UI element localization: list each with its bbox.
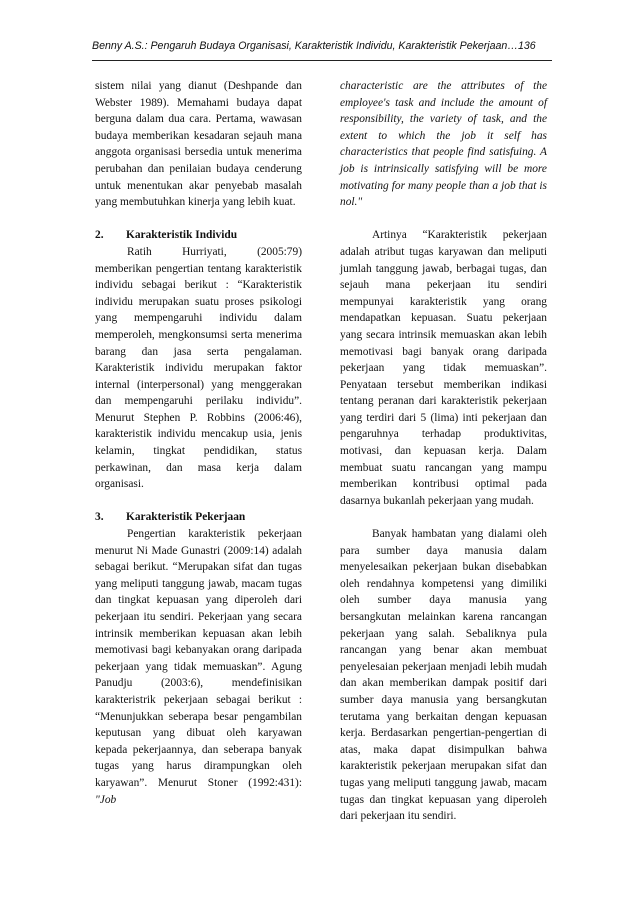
right-paragraph-1: Artinya “Karakteristik pekerjaan adalah atribut tugas karyawan dan meliputi jumlah tanggung jawab, berbagai tugas, dan sejauh mana pekerjaan itu sendiri mempunyai karakteristik yang orang mendapatkan kepuasan. Suatu pekerjaan yang secara intrinsik memuaskan akan lebih memotivasi bagi banyak orang daripada pekerjaan yang tidak memuaskan”. Penyataan tersebut memberikan indikasi tentang peranan dari karakteristik pekerjaan yang terdiri dari 5 (lima) inti pekerjaan dan pengaruhnya terhadap produktivitas, motivasi, dan kepuasan kerja. Dalam membuat suatu rancangan yang mampu memberikan kontribusi optimal pada dasarnya bukanlah pekerjaan yang mudah.	[340, 229, 547, 507]
left-column	[95, 78, 302, 808]
section-3-number: 3.	[95, 511, 104, 524]
section-3-heading	[95, 509, 302, 526]
right-paragraph-2: Banyak hambatan yang dialami oleh para sumber daya manusia dalam menyelesaikan pekerjaan bukan disebabkan oleh rendahnya kompetensi yang dimiliki oleh sumber daya manusia yang bersangkutan melainkan karena rancangan pekerjaan yang salah. Sebaliknya pula rancangan yang benar akan membuat penyelesaian pekerjaan menjadi lebih mudah dan akan memberikan dampak positif dari sumber daya manusia yang bersangkutan terutama yang berkaitan dengan kepuasan kerja. Berdasarkan pengertian-pengertian di atas, maka dapat disimpulkan bahwa karakteristik pekerjaan merupakan sifat dan tugas yang meliputi tanggung jawab, macam tugas dan tingkat kepuasan yang diperoleh dari pekerjaan itu sendiri.	[340, 528, 547, 823]
section-2-paragraph: Ratih Hurriyati, (2005:79) memberikan pengertian tentang karakteristik individu sebagai berikut : “Karakteristik individu merupakan suatu proses psikologi yang mempengaruhi individu dalam memperoleh, mengkonsumsi serta menerima barang dan jasa serta pengalaman. Karakteristik individu merupakan faktor internal (interpersonal) yang menggerakan dan mempengaruhi perilaku individu”. Menurut Stephen P. Robbins (2006:46), karakteristik individu mencakup usia, jenis kelamin, tingkat pendidikan, status perkawinan, dan masa kerja dalam organisasi.	[95, 245, 302, 491]
header-separator: …	[507, 40, 518, 52]
section-3-title: Karakteristik Pekerjaan	[126, 511, 246, 524]
section-2-title: Karakteristik Individu	[126, 229, 238, 242]
header-rule	[92, 60, 552, 61]
section-3-text: Pengertian karakteristik pekerjaan menurut Ni Made Gunastri (2009:14) adalah sebagai berikut. “Merupakan sifat dan tugas yang meliputi tanggung jawab, macam tugas dan tingkat kepuasan yang diperoleh dari pekerjaan itu sendiri. Pekerjaan yang secara intrinsik memberikan kepuasan akan lebih memotivasi bagi kebanyakan orang daripada pekerjaan yang tidak memuaskan”. Agung Panudju (2003:6), mendefinisikan karakteristrik pekerjaan sebagai berikut : “Menunjukkan seberapa besar pengambilan keputusan yang dibuat oleh karyawan kepada pekerjaannya, dan seberapa banyak tugas yang harus dirampungkan oleh karyawan”. Menurut Stoner (1992:431):	[95, 528, 302, 789]
quote-start: "Job	[95, 793, 117, 806]
intro-paragraph: sistem nilai yang dianut (Deshpande dan Webster 1989). Memahami budaya dapat berguna dalam dua cara. Pertama, wawasan budaya memberikan kesadaran sejauh mana anggota organisasi bersedia untuk menerima perubahan dan penilaian budaya cenderung untuk menentukan akar penyebab masalah yang membutuhkan kinerja yang lebih kuat.	[95, 80, 302, 209]
running-title: Benny A.S.: Pengaruh Budaya Organisasi, Karakteristik Individu, Karakteristik Pekerjaan	[92, 40, 508, 52]
right-column	[340, 78, 547, 825]
section-2-heading	[95, 227, 302, 244]
section-3-paragraph	[95, 526, 302, 808]
running-header	[92, 40, 570, 52]
english-quote: characteristic are the attributes of the employee's task and include the amount of responsibility, the variety of task, and the extent to which the job it self has characteristics that people find satisfuing. A job is intrinsically satisfying will be more motivating for many people than a job that is nol."	[340, 80, 547, 209]
page-number: 136	[517, 40, 536, 52]
section-2-number: 2.	[95, 229, 104, 242]
